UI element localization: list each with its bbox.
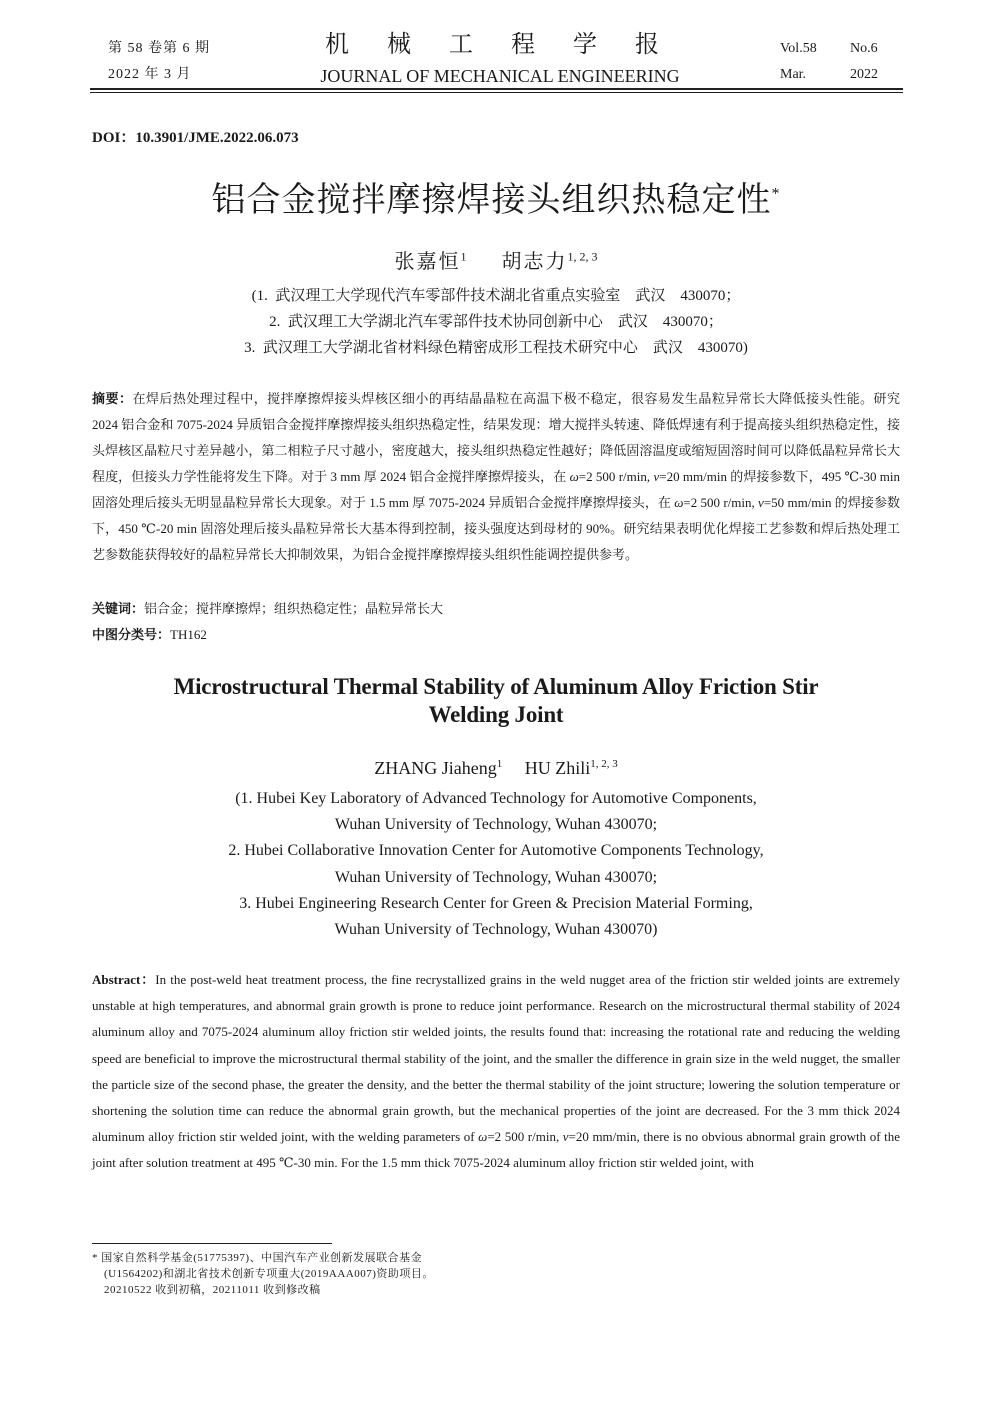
- affiliations-cn: [0, 283, 992, 361]
- issue-en: No.6: [850, 41, 878, 56]
- affiliation-en-line: Wuhan University of Technology, Wuhan 430070;: [334, 868, 658, 886]
- abstract-en-text: =20 mm/min, there is no obvious abnormal grain growth of the joint after solution treatment at 495 ℃-30 min. For the 1.5 mm thick 7075-2024 aluminum alloy friction stir welded joint, with: [92, 1129, 900, 1171]
- authors-en: [0, 758, 992, 779]
- affiliation-en-line: Wuhan University of Technology, Wuhan 430070): [334, 921, 658, 939]
- author-cn-affiliation: 1: [460, 249, 467, 264]
- volume-issue-cn: 第 58 卷第 6 期: [108, 41, 210, 56]
- abstract-en-text: =2 500 r/min,: [487, 1129, 563, 1145]
- affiliation-en-line: 3. Hubei Engineering Research Center for Green & Precision Material Forming,: [239, 894, 753, 912]
- abstract-cn-symbol: ω: [674, 495, 684, 510]
- abstract-en-symbol: v: [562, 1129, 569, 1145]
- abstract-cn-text: =2 500 r/min,: [578, 469, 654, 484]
- header-rule-thick: [90, 88, 903, 90]
- month-en: Mar.: [780, 67, 807, 82]
- footnote-line: 20210522 收到初稿，20211011 收到修改稿: [104, 1284, 321, 1296]
- author-en-affiliation: 1, 2, 3: [590, 758, 618, 770]
- abstract-en-label: Abstract：: [92, 972, 156, 987]
- header-right: [780, 36, 878, 88]
- clc-number: [92, 625, 207, 645]
- abstract-cn-symbol: v: [653, 469, 660, 484]
- affiliation-en-line: (1. Hubei Key Laboratory of Advanced Technology for Automotive Components,: [235, 790, 757, 807]
- abstract-cn-symbol: v: [758, 495, 764, 510]
- clc-label: 中图分类号：: [92, 627, 171, 642]
- author-cn: 张嘉恒: [394, 251, 461, 273]
- title-cn-text: 铝合金搅拌摩擦焊接头组织热稳定性: [211, 182, 772, 219]
- keywords-label: 关键词：: [92, 601, 145, 616]
- abstract-cn-text: =20 mm/min 的焊接参数下，495 ℃-30 min 固溶处理后接头无明显晶粒异常长大现象。对于 1.5 mm 厚 7075-2024 异质铝合金搅拌摩擦焊接头，在: [92, 469, 900, 510]
- abstract-cn-symbol: ω: [569, 469, 579, 484]
- affiliations-en: [0, 786, 992, 943]
- title-en: [120, 673, 872, 729]
- author-cn: 胡志力: [501, 251, 568, 273]
- affiliation-cn-line: (1. 武汉理工大学现代汽车零部件技术湖北省重点实验室 武汉 430070；: [251, 288, 741, 304]
- abstract-cn-text: =2 500 r/min,: [683, 495, 759, 510]
- author-en: ZHANG Jiaheng: [374, 758, 497, 778]
- keywords-cn: [92, 599, 443, 619]
- affiliation-cn-line: 3. 武汉理工大学湖北省材料绿色精密成形工程技术研究中心 武汉 430070): [244, 340, 748, 356]
- title-cn: [0, 172, 992, 221]
- footnote-line: (U1564202)和湖北省技术创新专项重大(2019AAA007)资助项目。: [104, 1268, 434, 1280]
- volume-en: Vol.58: [780, 41, 817, 56]
- authors-cn: [0, 245, 992, 274]
- abstract-en-symbol: ω: [478, 1129, 488, 1145]
- footnote-line: * 国家自然科学基金(51775397)、中国汽车产业创新发展联合基金: [92, 1252, 423, 1264]
- doi: DOI：10.3901/JME.2022.06.073: [92, 130, 299, 146]
- author-en-affiliation: 1: [496, 758, 503, 770]
- header-left: [108, 36, 210, 88]
- abstract-cn-label: 摘要：: [92, 391, 133, 406]
- keywords-text: 铝合金；搅拌摩擦焊；组织热稳定性；晶粒异常长大: [144, 601, 444, 616]
- author-en: HU Zhili: [524, 758, 591, 778]
- year-en: 2022: [850, 67, 878, 82]
- date-cn: 2022 年 3 月: [108, 67, 192, 82]
- abstract-cn-text: 在焊后热处理过程中，搅拌摩擦焊接头焊核区细小的再结晶晶粒在高温下极不稳定，很容易发生晶粒异常长大降低接头性能。研究 2024 铝合金和 7075-2024 异质铝合金搅拌摩擦焊接头组织热稳定性，结果发现：增大搅拌头转速、降低焊速有利于提高接头组织热稳定性，接头焊核区晶粒尺寸差异越小，第二相粒子尺寸越小，密度越大，接头组织热稳定性越好；降低固溶温度或缩短固溶时间可以降低晶粒异常长大程度，但接头力学性能将发生下降。对于 3 mm 厚 2024 铝合金搅拌摩擦焊接头，在: [92, 391, 900, 484]
- journal-name-en: JOURNAL OF MECHANICAL ENGINEERING: [320, 66, 680, 86]
- title-en-line: Microstructural Thermal Stability of Aluminum Alloy Friction Stir: [173, 674, 819, 699]
- abstract-cn-text: =50 mm/min 的焊接参数下，450 ℃-20 min 固溶处理后接头晶粒异常长大基本得到控制，接头强度达到母材的 90%。研究结果表明优化焊接工艺参数和焊后热处理工艺参数能获得较好的晶粒异常长大抑制效果，为铝合金搅拌摩擦焊接头组织性能调控提供参考。: [92, 495, 900, 562]
- header-rule-thin: [90, 92, 903, 93]
- title-footnote-mark: *: [771, 185, 781, 203]
- clc-value: TH162: [170, 627, 207, 642]
- abstract-en: [92, 967, 900, 1177]
- journal-name: [290, 30, 710, 90]
- journal-name-cn: 机 械 工 程 学 报: [325, 32, 675, 58]
- affiliation-cn-line: 2. 武汉理工大学湖北汽车零部件技术协同创新中心 武汉 430070；: [269, 314, 723, 330]
- affiliation-en-line: Wuhan University of Technology, Wuhan 430070;: [334, 816, 658, 834]
- abstract-en-text: In the post-weld heat treatment process, the fine recrystallized grains in the weld nugget area of the friction stir welded joints are extremely unstable at high temperatures, and abnormal grain growth is prone to reduce joint performance. Research on the microstructural thermal stability of 2024 aluminum alloy and 7075-2024 aluminum alloy friction stir welded joints, the results found that: increasing the rotational rate and reducing the welding speed are beneficial to improve the microstructural thermal stability of the joint, and the smaller the difference in grain size in the weld nugget, the smaller the particle size of the second phase, the greater the density, and the better the thermal stability of the joint structure; lowering the solution temperature or shortening the solution time can reduce the abnormal grain growth, but the mechanical properties of the joint are decreased. For the 3 mm thick 2024 aluminum alloy friction stir welded joint, with the welding parameters of: [92, 972, 900, 1145]
- affiliation-en-line: 2. Hubei Collaborative Innovation Center for Automotive Components Technology,: [228, 842, 764, 860]
- footnote-rule: [92, 1243, 332, 1244]
- author-cn-affiliation: 1, 2, 3: [567, 249, 598, 264]
- footnote: [92, 1250, 434, 1298]
- title-en-line: Welding Joint: [428, 702, 564, 727]
- abstract-cn: [92, 386, 900, 568]
